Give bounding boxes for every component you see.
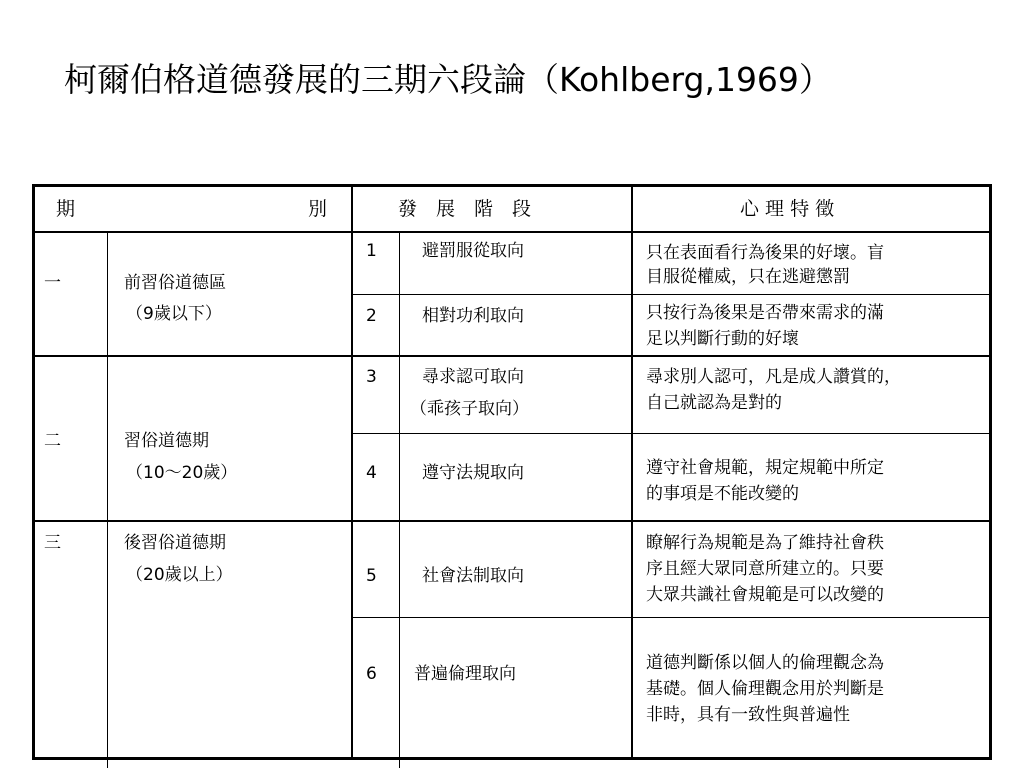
period-name: 前習俗道德區: [124, 273, 226, 293]
period-number: 三: [44, 533, 61, 553]
stage-number: 5: [366, 566, 377, 586]
stage-trait-line: 只按行為後果是否帶來需求的滿: [646, 303, 884, 323]
stage-name: 避罰服從取向: [422, 241, 524, 261]
stage-number: 6: [366, 664, 377, 684]
stage-trait-line: 序且經大眾同意所建立的。只要: [646, 559, 884, 579]
stage-number: 1: [366, 241, 377, 261]
stage-trait-line: 自己就認為是對的: [646, 393, 782, 413]
stage-name: 相對功利取向: [422, 306, 524, 326]
stage-trait-line: 瞭解行為規範是為了維持社會秩: [646, 533, 884, 553]
stage-trait-line: 大眾共識社會規範是可以改變的: [646, 585, 884, 605]
grid-line: [631, 184, 633, 760]
grid-line: [399, 232, 400, 768]
grid-line: [32, 231, 992, 233]
stage-trait-line: 的事項是不能改變的: [646, 484, 799, 504]
stage-trait-line: 道德判斷係以個人的倫理觀念為: [646, 653, 884, 673]
stage-number: 4: [366, 463, 377, 483]
period-age: （10～20歲）: [126, 463, 238, 483]
stage-trait-line: 目服從權威，只在逃避懲罰: [646, 267, 850, 287]
grid-line: [32, 355, 992, 357]
grid-line: [352, 617, 992, 618]
period-number: 二: [44, 431, 61, 451]
header-period-left: 期: [56, 198, 76, 220]
stage-number: 2: [366, 306, 377, 326]
period-age: （9歲以下）: [126, 304, 222, 324]
stage-trait-line: 遵守社會規範，規定規範中所定: [646, 458, 884, 478]
stage-trait-line: 尋求別人認可，凡是成人讚賞的，: [646, 367, 901, 387]
period-number: 一: [44, 273, 61, 293]
stage-trait-line: 足以判斷行動的好壞: [646, 329, 799, 349]
grid-line: [352, 433, 992, 434]
stage-name: 社會法制取向: [422, 566, 524, 586]
stage-name: 普遍倫理取向: [414, 664, 516, 684]
grid-line: [107, 232, 108, 768]
stage-name: 尋求認可取向: [422, 367, 524, 387]
stage-trait-line: 非時，具有一致性與普遍性: [646, 705, 850, 725]
header-traits: 心 理 特 徵: [740, 198, 835, 220]
grid-line: [352, 294, 992, 295]
period-name: 後習俗道德期: [124, 533, 226, 553]
stage-name-alt: （乖孩子取向）: [410, 399, 529, 419]
grid-line: [351, 184, 353, 760]
stage-trait-line: 基礎。個人倫理觀念用於判斷是: [646, 679, 884, 699]
stage-name: 遵守法規取向: [422, 463, 524, 483]
stage-trait-line: 只在表面看行為後果的好壞。盲: [646, 243, 884, 263]
page-title: 柯爾伯格道德發展的三期六段論（Kohlberg,1969）: [64, 60, 832, 99]
header-stage: 發 展 階 段: [398, 198, 532, 220]
period-age: （20歲以上）: [126, 565, 233, 585]
stage-number: 3: [366, 367, 377, 387]
header-period-right: 別: [308, 198, 328, 220]
period-name: 習俗道德期: [124, 431, 209, 451]
grid-line: [32, 520, 992, 522]
